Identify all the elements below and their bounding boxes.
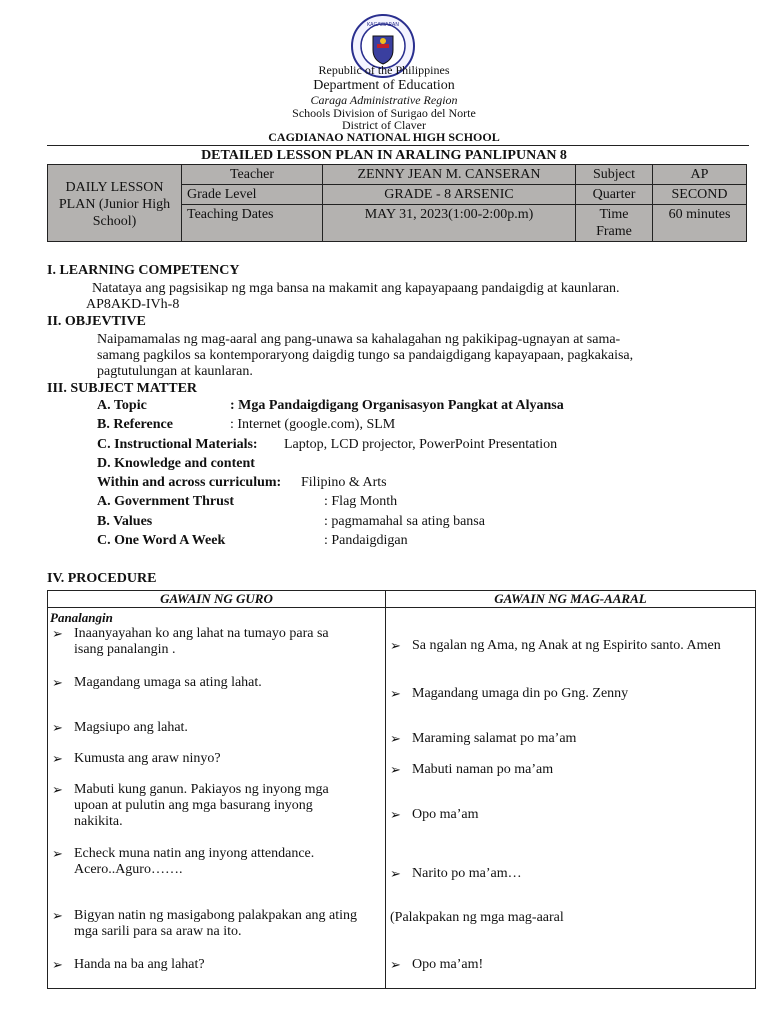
one-word-label: C. One Word A Week: [97, 533, 226, 548]
procedure-table: [47, 590, 756, 989]
within-curriculum-value: Filipino & Arts: [301, 475, 387, 490]
subject-label: Subject: [576, 165, 653, 185]
values-value: : pagmamahal sa ating bansa: [324, 514, 485, 529]
procedure-heading: IV. PROCEDURE: [47, 571, 157, 586]
division-label: Schools Division of Surigao del Norte: [292, 106, 476, 120]
government-thrust-label: A. Government Thrust: [97, 494, 235, 509]
arrow-bullet-icon: ➢: [390, 866, 401, 881]
arrow-bullet-icon: ➢: [390, 731, 401, 746]
competency-code: AP8AKD-IVh-8: [86, 297, 180, 312]
student-activity-cell: ➢ Sa ngalan ng Ama, ng Anak at ng Espirito santo. Amen ➢ Magandang umaga din po Gng. Zenny ➢ Maraming salamat po ma’am ➢ Mabuti naman po ma’am ➢ Opo ma’am ➢ Narito po ma’am… (Palakpakan ng mga mag-aaral ➢ Opo ma’am!: [386, 608, 756, 989]
arrow-bullet-icon: ➢: [390, 762, 401, 777]
arrow-bullet-icon: ➢: [52, 675, 63, 690]
svg-text:KAGAWARAN: KAGAWARAN: [366, 22, 400, 28]
arrow-bullet-icon: ➢: [52, 782, 63, 797]
school-name: CAGDIANAO NATIONAL HIGH SCHOOL: [268, 130, 500, 144]
subject-matter-heading: III. SUBJECT MATTER: [47, 381, 198, 396]
one-word-value: : Pandaigdigan: [324, 533, 408, 548]
objective-line-2: samang pagkilos sa kontemporaryong daigdig tungo sa pandaigdigang kapayapaan, pagkakaisa,: [97, 348, 634, 363]
grade-level-label: Grade Level: [182, 185, 323, 205]
objective-line-1: Naipamamalas ng mag-aaral ang pang-unawa sa kahalagahan ng pakikipag-ugnayan at sama-: [97, 332, 621, 347]
teaching-dates-label: Teaching Dates: [182, 205, 323, 242]
within-curriculum-label: Within and across curriculum:: [97, 475, 282, 490]
reference-label: B. Reference: [97, 417, 173, 432]
arrow-bullet-icon: ➢: [390, 638, 401, 653]
competency-text: Natataya ang pagsisikap ng mga bansa na makamit ang kapayapaang pandaigdig at kaunlaran.: [92, 281, 620, 296]
competency-heading: I. LEARNING COMPETENCY: [47, 263, 240, 278]
teacher-activity-header: GAWAIN NG GURO: [48, 591, 386, 608]
reference-value: : Internet (google.com), SLM: [230, 417, 396, 432]
arrow-bullet-icon: ➢: [52, 720, 63, 735]
objective-line-3: pagtutulungan at kaunlaran.: [97, 364, 253, 379]
district-label: District of Claver: [342, 118, 426, 132]
student-activity-header: GAWAIN NG MAG-AARAL: [386, 591, 756, 608]
applause-note: (Palakpakan ng mga mag-aaral: [390, 910, 564, 925]
materials-value: Laptop, LCD projector, PowerPoint Presentation: [284, 437, 558, 452]
arrow-bullet-icon: ➢: [52, 626, 63, 641]
time-frame-label: Time Frame: [576, 205, 653, 242]
time-frame-value: 60 minutes: [653, 205, 747, 242]
arrow-bullet-icon: ➢: [390, 807, 401, 822]
header-divider: [47, 145, 749, 146]
document-title: DETAILED LESSON PLAN IN ARALING PANLIPUNAN 8: [201, 148, 567, 163]
arrow-bullet-icon: ➢: [390, 686, 401, 701]
topic-value: : Mga Pandaigdigang Organisasyon Pangkat at Alyansa: [230, 398, 564, 413]
department-label: Department of Education: [313, 78, 455, 93]
subject-value: AP: [653, 165, 747, 185]
teacher-label: Teacher: [182, 165, 323, 185]
lesson-info-table: [47, 164, 747, 242]
materials-label: C. Instructional Materials:: [97, 437, 258, 452]
objective-heading: II. OBJEVTIVE: [47, 314, 146, 329]
arrow-bullet-icon: ➢: [52, 957, 63, 972]
government-thrust-value: : Flag Month: [324, 494, 398, 509]
region-label: Caraga Administrative Region: [310, 93, 458, 107]
knowledge-label: D. Knowledge and content: [97, 456, 255, 471]
teacher-activity-cell: Panalangin ➢ Inaanyayahan ko ang lahat na tumayo para sa isang panalangin . ➢ Magandang umaga sa ating lahat. ➢ Magsiupo ang lahat. ➢ Kumusta ang araw ninyo? ➢ Mabuti kung ganun. Pakiayos ng inyong mga upoan at pulutin ang mga basurang inyong nakikita. ➢ Echeck muna natin ang inyong attendance. Acero..Aguro……. ➢ Bigyan natin ng masigabong palakpakan ang ating mga sarili para sa araw na ito. ➢ Handa na ba ang lahat?: [48, 608, 386, 989]
quarter-value: SECOND: [653, 185, 747, 205]
values-label: B. Values: [97, 514, 153, 529]
prayer-subheading: Panalangin: [50, 610, 113, 625]
teaching-dates-value: MAY 31, 2023(1:00-2:00p.m): [323, 205, 576, 242]
teacher-value: ZENNY JEAN M. CANSERAN: [323, 165, 576, 185]
topic-label: A. Topic: [97, 398, 147, 413]
arrow-bullet-icon: ➢: [52, 846, 63, 861]
republic-label: Republic of the Philippines: [318, 63, 450, 77]
quarter-label: Quarter: [576, 185, 653, 205]
daily-lesson-plan-cell: DAILY LESSON PLAN (Junior High School): [48, 165, 182, 242]
arrow-bullet-icon: ➢: [52, 908, 63, 923]
arrow-bullet-icon: ➢: [390, 957, 401, 972]
arrow-bullet-icon: ➢: [52, 751, 63, 766]
grade-level-value: GRADE - 8 ARSENIC: [323, 185, 576, 205]
